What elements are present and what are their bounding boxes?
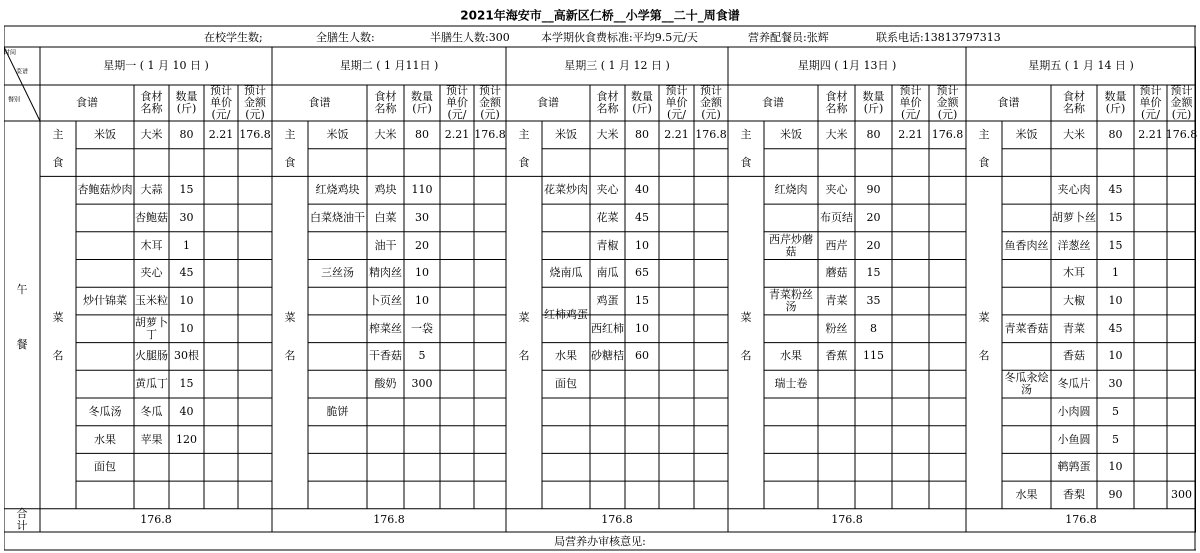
dish-ingredient: 香菇 bbox=[1063, 349, 1085, 363]
dish-recipe: 杏鲍菇炒肉 bbox=[77, 183, 133, 197]
dish-qty: 15 bbox=[1108, 210, 1123, 224]
dish-qty: 65 bbox=[635, 266, 649, 280]
staple-qty: 80 bbox=[1108, 127, 1123, 141]
dish-qty: 20 bbox=[866, 210, 881, 224]
day-header: 星期一 ( 1 月 10 日 ) bbox=[103, 58, 209, 72]
dish-recipe: 水果 bbox=[555, 349, 577, 363]
dish-ingredient: 白菜 bbox=[374, 210, 397, 224]
dish-qty: 10 bbox=[635, 321, 649, 335]
staple-label: 食 bbox=[518, 155, 530, 169]
staple-ingredient: 大米 bbox=[825, 127, 848, 141]
page-title: 2021年海安市__高新区仁桥__小学第__二十_周食谱 bbox=[460, 8, 740, 23]
dish-qty: 60 bbox=[635, 349, 649, 363]
staple-ingredient: 大米 bbox=[1063, 127, 1085, 141]
corner-item: 菜谱 bbox=[15, 68, 29, 76]
col-header-recipe: 食谱 bbox=[762, 95, 784, 109]
col-header-recipe: 食谱 bbox=[76, 95, 98, 109]
col-header-qty: 数量(斤) bbox=[1104, 89, 1127, 115]
review-label: 局营养办审核意见: bbox=[554, 534, 646, 548]
col-header-qty: 数量(斤) bbox=[175, 89, 198, 115]
dish-qty: 10 bbox=[415, 294, 429, 307]
col-header-amount: 预计金额(元) bbox=[479, 83, 501, 122]
col-header-price: 预计单价(元/ bbox=[446, 83, 468, 122]
staple-qty: 80 bbox=[866, 127, 881, 141]
staple-price: 2.21 bbox=[1138, 127, 1163, 141]
col-header-qty: 数量(斤) bbox=[631, 89, 653, 115]
col-header-ingredient: 食材名称 bbox=[596, 89, 619, 115]
meal-label: 餐 bbox=[16, 338, 28, 352]
dish-ingredient: 砂糖桔 bbox=[591, 349, 624, 363]
staple-amount: 176.8 bbox=[695, 127, 727, 141]
dish-recipe: 花菜炒肉 bbox=[544, 183, 588, 197]
dish-qty: 5 bbox=[1112, 432, 1119, 446]
dish-ingredient: 大蒜 bbox=[140, 183, 163, 197]
dish-qty: 120 bbox=[176, 432, 197, 446]
dish-qty: 1 bbox=[1112, 266, 1119, 280]
dish-label: 名 bbox=[284, 349, 296, 363]
staple-amount: 176.8 bbox=[239, 127, 271, 141]
dish-ingredient: 夹心 bbox=[140, 266, 163, 280]
staple-recipe: 米饭 bbox=[780, 127, 802, 141]
col-header-qty: 数量(斤) bbox=[862, 89, 885, 115]
dish-qty: 45 bbox=[1108, 321, 1123, 335]
col-header-recipe: 食谱 bbox=[997, 95, 1020, 109]
dish-qty: 一袋 bbox=[411, 321, 433, 335]
dish-qty: 45 bbox=[635, 210, 649, 224]
dish-qty: 110 bbox=[411, 183, 433, 197]
total-label: 合 bbox=[16, 507, 28, 521]
dish-recipe: 红柿鸡蛋 bbox=[544, 307, 588, 321]
staple-label: 主 bbox=[52, 127, 64, 141]
dish-qty: 15 bbox=[1108, 238, 1123, 252]
dish-ingredient: 夹心 bbox=[596, 183, 619, 197]
dish-ingredient: 洋葱丝 bbox=[1057, 238, 1091, 252]
dish-ingredient: 青菜 bbox=[1063, 321, 1085, 335]
dish-label: 菜 bbox=[518, 310, 530, 324]
dish-recipe: 三丝汤 bbox=[321, 266, 354, 280]
dish-ingredient: 香蕉 bbox=[825, 349, 848, 363]
staple-recipe: 米饭 bbox=[1015, 127, 1038, 141]
staple-label: 食 bbox=[740, 155, 752, 169]
dish-ingredient: 苹果 bbox=[140, 432, 163, 446]
staple-qty: 80 bbox=[179, 127, 194, 141]
dish-ingredient: 木耳 bbox=[140, 238, 163, 252]
day-header: 星期四 ( 1月 13日 ) bbox=[797, 58, 897, 72]
dish-qty: 15 bbox=[179, 183, 194, 197]
dish-qty: 45 bbox=[179, 266, 194, 280]
dish-recipe: 炒什锦菜 bbox=[83, 294, 127, 307]
extra-amount: 300 bbox=[1171, 487, 1192, 501]
dish-label: 名 bbox=[978, 349, 990, 363]
dish-recipe: 水果 bbox=[94, 432, 116, 446]
total-label: 计 bbox=[16, 519, 28, 533]
staple-price: 2.21 bbox=[208, 127, 234, 141]
total-value: 176.8 bbox=[601, 513, 633, 527]
dish-qty: 35 bbox=[866, 294, 881, 307]
dish-ingredient: 蘑菇 bbox=[825, 266, 848, 280]
dish-qty: 30 bbox=[179, 210, 194, 224]
day-header: 星期三 ( 1 月 12 日 ) bbox=[564, 58, 670, 72]
col-header-ingredient: 食材名称 bbox=[140, 89, 163, 115]
dish-ingredient: 夹心 bbox=[825, 183, 848, 197]
staple-ingredient: 大米 bbox=[374, 127, 397, 141]
meal-label: 午 bbox=[16, 282, 28, 296]
dish-qty: 30根 bbox=[174, 349, 199, 363]
staple-label: 食 bbox=[52, 155, 64, 169]
dish-qty: 8 bbox=[870, 321, 877, 335]
dish-label: 菜 bbox=[284, 310, 296, 324]
staple-amount: 176.8 bbox=[474, 127, 506, 141]
col-header-price: 预计单价(元/ bbox=[899, 83, 922, 122]
dish-qty: 10 bbox=[1108, 349, 1123, 363]
dish-label: 名 bbox=[52, 349, 64, 363]
dish-qty: 10 bbox=[1108, 460, 1123, 474]
dish-ingredient: 大椒 bbox=[1063, 294, 1085, 307]
staple-amount: 176.8 bbox=[1165, 127, 1198, 141]
total-value: 176.8 bbox=[1065, 513, 1097, 527]
dish-recipe: 水果 bbox=[1015, 487, 1038, 501]
staple-qty: 80 bbox=[415, 127, 429, 141]
day-header: 星期二 ( 1 月11日 ) bbox=[339, 58, 439, 72]
dish-recipe: 青菜香菇 bbox=[1004, 321, 1049, 335]
dietitian-label: 营养配餐员:张辉 bbox=[748, 30, 829, 44]
staple-label: 食 bbox=[978, 155, 990, 169]
dish-ingredient: 夹心肉 bbox=[1057, 183, 1091, 197]
dish-ingredient: 青椒 bbox=[596, 238, 619, 252]
dish-ingredient: 胡萝卜丁 bbox=[135, 315, 168, 341]
dish-qty: 40 bbox=[635, 183, 649, 197]
dish-ingredient: 冬瓜片 bbox=[1057, 377, 1091, 391]
dish-ingredient: 鸡蛋 bbox=[596, 294, 619, 307]
dish-ingredient: 胡萝卜丝 bbox=[1052, 210, 1096, 224]
dish-recipe: 鱼香肉丝 bbox=[1004, 238, 1049, 252]
total-value: 176.8 bbox=[831, 513, 863, 527]
dish-label: 菜 bbox=[740, 310, 752, 324]
dish-ingredient: 南瓜 bbox=[596, 266, 619, 280]
dish-qty: 30 bbox=[415, 210, 429, 224]
col-header-ingredient: 食材名称 bbox=[1063, 89, 1085, 115]
dish-label: 名 bbox=[518, 349, 530, 363]
col-header-ingredient: 食材名称 bbox=[374, 89, 397, 115]
dish-qty: 20 bbox=[415, 238, 429, 252]
dish-qty: 40 bbox=[179, 404, 194, 418]
dish-ingredient: 酸奶 bbox=[374, 377, 397, 391]
dish-recipe: 白菜烧油干 bbox=[310, 210, 365, 224]
dish-recipe: 面包 bbox=[555, 377, 577, 391]
dish-ingredient: 木耳 bbox=[1063, 266, 1085, 280]
col-header-price: 预计单价(元/ bbox=[210, 83, 232, 122]
dish-ingredient: 干香菇 bbox=[369, 349, 402, 363]
dish-recipe: 西芹炒蘑菇 bbox=[769, 232, 813, 258]
half-meal-label: 半膳生人数:300 bbox=[430, 30, 510, 44]
dish-qty: 30 bbox=[1108, 377, 1123, 391]
dish-qty: 10 bbox=[415, 266, 429, 280]
students-label: 在校学生数; bbox=[204, 30, 263, 44]
dish-qty: 10 bbox=[179, 294, 194, 307]
staple-label: 主 bbox=[518, 127, 530, 141]
staple-label: 主 bbox=[740, 127, 752, 141]
fee-standard-label: 本学期伙食费标准:平均9.5元/天 bbox=[541, 30, 698, 44]
dish-label: 菜 bbox=[52, 310, 64, 324]
dish-recipe: 青菜粉丝汤 bbox=[769, 287, 813, 314]
col-header-amount: 预计金额(元) bbox=[700, 83, 722, 122]
dish-ingredient: 黄瓜丁 bbox=[135, 377, 168, 391]
dish-qty: 15 bbox=[179, 377, 194, 391]
dish-recipe: 冬瓜汤 bbox=[88, 404, 122, 418]
phone-label: 联系电话:13813797313 bbox=[876, 30, 1001, 44]
dish-recipe: 脆饼 bbox=[326, 404, 349, 418]
dish-qty: 90 bbox=[1108, 487, 1123, 501]
dish-recipe: 冬瓜汆烩汤 bbox=[1004, 371, 1049, 397]
dish-ingredient: 西芹 bbox=[825, 238, 848, 252]
dish-qty: 45 bbox=[1108, 183, 1123, 197]
dish-ingredient: 花菜 bbox=[596, 210, 619, 224]
staple-price: 2.21 bbox=[444, 127, 470, 141]
staple-ingredient: 大米 bbox=[140, 127, 163, 141]
staple-price: 2.21 bbox=[664, 127, 689, 141]
dish-recipe: 烧南瓜 bbox=[549, 266, 583, 280]
dish-ingredient: 油干 bbox=[374, 238, 397, 252]
menu-sheet bbox=[4, 7, 1196, 551]
full-meal-label: 全膳生人数: bbox=[316, 30, 375, 44]
dish-ingredient: 冬瓜 bbox=[140, 404, 163, 418]
dish-ingredient: 鹌鹑蛋 bbox=[1057, 460, 1091, 474]
total-value: 176.8 bbox=[140, 513, 172, 527]
dish-ingredient: 鸡块 bbox=[374, 183, 397, 197]
col-header-ingredient: 食材名称 bbox=[825, 89, 848, 115]
dish-ingredient: 榨菜丝 bbox=[369, 321, 402, 335]
staple-amount: 176.8 bbox=[931, 127, 964, 141]
dish-ingredient: 西红柿 bbox=[591, 321, 624, 335]
dish-ingredient: 火腿肠 bbox=[135, 349, 168, 363]
dish-recipe: 瑞士卷 bbox=[774, 377, 808, 391]
dish-ingredient: 玉米粒 bbox=[135, 294, 168, 307]
dish-qty: 5 bbox=[1112, 404, 1119, 418]
dish-label: 菜 bbox=[978, 310, 990, 324]
dish-recipe: 红烧肉 bbox=[774, 183, 808, 197]
staple-recipe: 米饭 bbox=[94, 127, 116, 141]
dish-recipe: 面包 bbox=[94, 460, 116, 474]
dish-ingredient: 香梨 bbox=[1063, 487, 1085, 501]
dish-ingredient: 布页结 bbox=[820, 210, 853, 224]
staple-label: 主 bbox=[978, 127, 990, 141]
dish-qty: 15 bbox=[866, 266, 881, 280]
dish-recipe: 红烧鸡块 bbox=[315, 183, 360, 197]
staple-recipe: 米饭 bbox=[555, 127, 577, 141]
col-header-amount: 预计金额(元) bbox=[936, 83, 959, 122]
corner-type: 餐别 bbox=[7, 96, 21, 104]
dish-qty: 90 bbox=[866, 183, 881, 197]
staple-recipe: 米饭 bbox=[326, 127, 349, 141]
col-header-recipe: 食谱 bbox=[537, 95, 559, 109]
dish-qty: 15 bbox=[635, 294, 649, 307]
staple-ingredient: 大米 bbox=[596, 127, 619, 141]
col-header-amount: 预计金额(元) bbox=[244, 83, 266, 122]
dish-recipe: 水果 bbox=[780, 349, 802, 363]
day-header: 星期五 ( 1 月 14 日 ) bbox=[1028, 58, 1134, 72]
dish-qty: 10 bbox=[635, 238, 649, 252]
col-header-price: 预计单价(元/ bbox=[665, 83, 688, 122]
dish-qty: 1 bbox=[183, 238, 190, 252]
corner-time: 时间 bbox=[3, 49, 17, 57]
col-header-qty: 数量(斤) bbox=[411, 89, 433, 115]
dish-ingredient: 精肉丝 bbox=[369, 266, 402, 280]
dish-qty: 10 bbox=[179, 321, 194, 335]
dish-qty: 115 bbox=[863, 349, 884, 363]
staple-qty: 80 bbox=[635, 127, 649, 141]
dish-ingredient: 杏鲍菇 bbox=[135, 210, 168, 224]
dish-label: 名 bbox=[740, 349, 752, 363]
col-header-recipe: 食谱 bbox=[308, 95, 331, 109]
dish-ingredient: 粉丝 bbox=[825, 321, 848, 335]
col-header-price: 预计单价(元/ bbox=[1139, 83, 1162, 122]
dish-qty: 10 bbox=[1108, 294, 1123, 307]
dish-ingredient: 卜页丝 bbox=[369, 294, 402, 307]
dish-ingredient: 青菜 bbox=[825, 294, 848, 307]
dish-qty: 5 bbox=[418, 349, 426, 363]
staple-label: 主 bbox=[284, 127, 296, 141]
dish-qty: 300 bbox=[411, 377, 433, 391]
dish-qty: 20 bbox=[866, 238, 881, 252]
total-value: 176.8 bbox=[373, 513, 405, 527]
staple-price: 2.21 bbox=[898, 127, 923, 141]
dish-ingredient: 小肉圆 bbox=[1057, 404, 1091, 418]
dish-ingredient: 小鱼圆 bbox=[1057, 432, 1091, 446]
staple-label: 食 bbox=[284, 155, 296, 169]
col-header-amount: 预计金额(元) bbox=[1170, 83, 1193, 122]
